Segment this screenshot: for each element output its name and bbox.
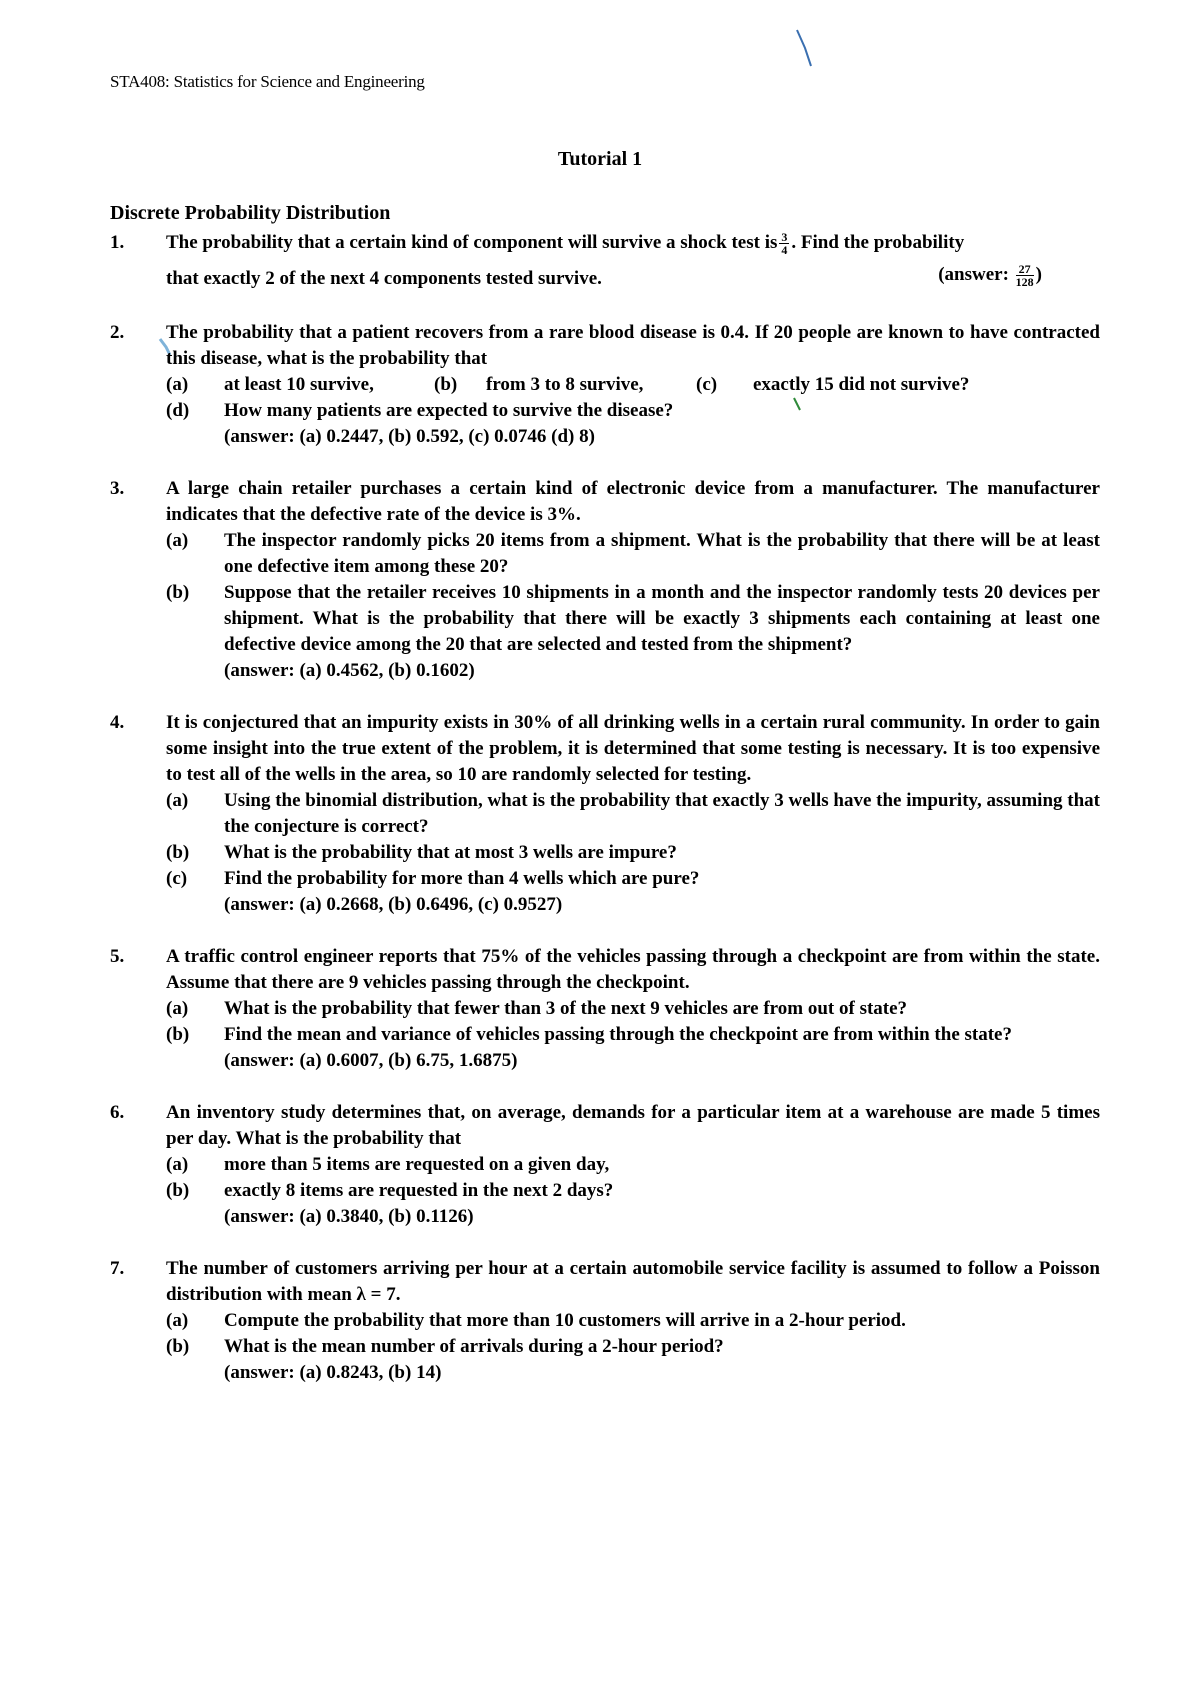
answer: (answer: (a) 0.8243, (b) 14) [224,1362,442,1384]
question-part: (b) What is the mean number of arrivals during a 2-hour period? [166,1336,724,1358]
inline-parts [166,372,1100,398]
question-7 [110,1256,1100,1386]
question-3 [110,476,1100,684]
question-text: The probability that a patient recovers from a rare blood disease is 0.4. If 20 people are known to have contracted this disease, what is the probability that [166,322,1100,370]
course-header: STA408: Statistics for Science and Engineering [110,72,425,91]
question-part: (a) Compute the probability that more than 10 customers will arrive in a 2-hour period. [166,1310,906,1332]
answer: (answer: (a) 0.6007, (b) 6.75, 1.6875) [224,1050,518,1072]
question-2 [110,320,1100,450]
part-text: exactly 15 did not survive? [753,374,970,396]
question-4 [110,710,1100,918]
question-part: (b) exactly 8 items are requested in the next 2 days? [166,1180,614,1202]
page-title: Tutorial 1 [557,148,643,170]
question-number: 2. [110,322,125,344]
question-number: 1. [110,232,125,253]
question-part: (a) What is the probability that fewer than 3 of the next 9 vehicles are from out of state? [166,998,908,1020]
question-text: The number of customers arriving per hour at a certain automobile service facility is assumed to follow a Poisson distribution with mean λ = 7. [166,1258,1100,1306]
question-6 [110,1100,1100,1230]
question-5 [110,944,1100,1074]
pen-mark-top [795,28,815,70]
question-number: 4. [110,712,125,734]
answer-fraction: $\frac{27}{128}$ [1015,262,1034,290]
question-text: It is conjectured that an impurity exists in 30% of all drinking wells in a certain rural community. In order to gain some insight into the true extent of the problem, it is determined that some testing is necessary. It is too expensive to test all of the wells in the area, so 10 are randomly selected for testing. [166,712,1100,786]
question-number: 3. [110,478,125,500]
part-text: from 3 to 8 survive, [486,374,644,396]
question-text: An inventory study determines that, on average, demands for a particular item at a warehouse are made 5 times per day. What is the probability that [166,1102,1100,1150]
fraction: $\frac{3}{4}$ [781,230,788,258]
question-text-line2: that exactly 2 of the next 4 components tested survive. [166,268,602,290]
question-part: (b) Find the mean and variance of vehicles passing through the checkpoint are from within the state? [166,1024,1012,1046]
question-part: (b) What is the probability that at most 3 wells are impure? [166,842,677,864]
answer: (answer: (a) 0.2668, (b) 0.6496, (c) 0.9527) [224,894,563,916]
question-1 [110,230,1100,296]
question-part: (a) Using the binomial distribution, what is the probability that exactly 3 wells have the impurity, assuming that the conjecture is correct? [166,790,1100,838]
part-label: (b) [434,374,458,396]
answer: (answer: (a) 0.2447, (b) 0.592, (c) 0.0746 (d) 8) [224,426,595,448]
question-part: (d) How many patients are expected to survive the disease? [166,400,674,422]
section-heading: Discrete Probability Distribution [110,202,391,224]
question-text: A large chain retailer purchases a certain kind of electronic device from a manufacturer. The manufacturer indicates that the defective rate of the device is 3%. [166,478,1100,526]
part-label: (c) [696,374,718,396]
answer: (answer: (a) 0.3840, (b) 0.1126) [224,1206,474,1228]
question-part: (b) Suppose that the retailer receives 10 shipments in a month and the inspector randomly tests 20 devices per shipment. What is the probability that there will be exactly 3 shipments each containing at least one defective device among the 20 that are selected and tested from the shipment? [166,582,1100,656]
question-text: The probability that a certain kind of component will survive a shock test is $\frac{3}{4}$ . Find the probability [166,230,965,258]
question-number: 7. [110,1258,125,1280]
answer: (answer: $\frac{27}{128}$ ) [938,262,1042,290]
question-part: (a) more than 5 items are requested on a given day, [166,1154,610,1176]
part-label: (a) [166,374,189,396]
question-number: 6. [110,1102,125,1124]
question-part: (a) The inspector randomly picks 20 items from a shipment. What is the probability that there will be at least one defective item among these 20? [166,530,1100,578]
question-part: (c) Find the probability for more than 4 wells which are pure? [166,868,700,890]
answer: (answer: (a) 0.4562, (b) 0.1602) [224,660,475,682]
question-list [110,230,1100,1412]
part-text: at least 10 survive, [224,374,374,396]
question-number: 5. [110,946,125,968]
question-text: A traffic control engineer reports that 75% of the vehicles passing through a checkpoint are from within the state. Assume that there are 9 vehicles passing through the checkpoint. [166,946,1100,994]
